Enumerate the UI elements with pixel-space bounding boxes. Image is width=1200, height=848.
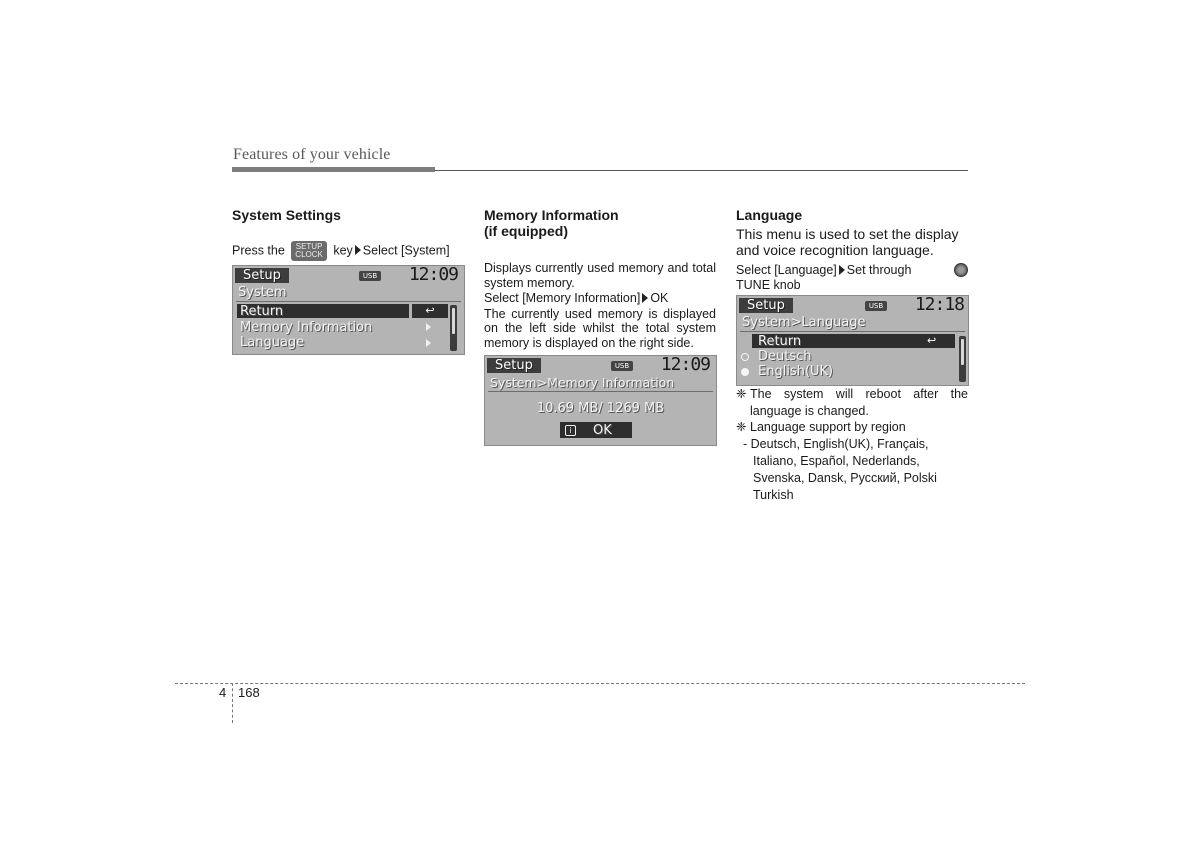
- menu-item-language[interactable]: Language: [240, 335, 305, 350]
- info-icon: i: [565, 425, 576, 436]
- back-icon[interactable]: ↩: [412, 304, 448, 318]
- key-top-label: SETUP: [295, 242, 323, 251]
- language-column: [736, 207, 968, 292]
- region-note: [736, 419, 968, 436]
- screen-separator: [740, 331, 965, 332]
- language-screen: [736, 295, 969, 386]
- press-suffix: key: [333, 243, 353, 258]
- usb-icon: USB: [359, 271, 381, 281]
- usb-icon: USB: [865, 301, 887, 311]
- language-select-prefix: Select [Language]: [736, 263, 837, 277]
- screen-clock: 12:09: [660, 355, 710, 375]
- screen-title: System: [238, 285, 287, 300]
- ok-label[interactable]: OK: [593, 423, 612, 438]
- system-settings-heading: System Settings: [232, 207, 341, 223]
- screen-clock: 12:18: [914, 295, 964, 315]
- key-bottom-label: CLOCK: [295, 250, 323, 259]
- menu-item-return[interactable]: Return: [240, 304, 284, 319]
- memory-information-column: [484, 207, 716, 350]
- press-prefix: Press the: [232, 243, 285, 258]
- arrow-right-icon: [839, 265, 845, 275]
- header-rule-thick: [232, 167, 435, 172]
- menu-item-memory-information[interactable]: Memory Information: [240, 320, 373, 335]
- screen-title: System>Language: [742, 315, 866, 330]
- memory-heading-line1: Memory Information: [484, 207, 619, 223]
- screen-tab: Setup: [739, 298, 793, 313]
- scrollbar[interactable]: [959, 336, 966, 382]
- language-list-line: Italiano, Español, Nederlands,: [753, 453, 920, 468]
- language-heading: Language: [736, 207, 803, 223]
- back-icon[interactable]: ↩: [927, 334, 937, 347]
- memory-select-prefix: Select [Memory Information]: [484, 291, 641, 305]
- system-screen: [232, 265, 465, 355]
- note-mark: ❈: [736, 420, 747, 434]
- scrollbar[interactable]: [450, 305, 457, 351]
- note-mark: ❈: [736, 387, 747, 401]
- language-option-english-uk[interactable]: English(UK): [758, 364, 834, 379]
- chapter-number: 4: [219, 685, 227, 700]
- footer-dashed-rule: [175, 683, 1025, 684]
- chevron-right-icon: [426, 323, 431, 331]
- usb-icon: USB: [611, 361, 633, 371]
- scrollbar-thumb[interactable]: [452, 308, 455, 334]
- reboot-note: [736, 386, 968, 419]
- tune-knob-icon: [954, 263, 968, 277]
- radio-selected-icon[interactable]: [741, 368, 749, 376]
- screen-clock: 12:09: [408, 265, 458, 285]
- language-list-line: - Deutsch, English(UK), Français,: [743, 436, 929, 451]
- memory-select-suffix: OK: [650, 291, 669, 305]
- radio-icon[interactable]: [741, 353, 749, 361]
- scrollbar-thumb[interactable]: [961, 339, 964, 365]
- page-number: 168: [238, 685, 260, 700]
- language-list-line: Svenska, Dansk, Русский, Polski: [753, 470, 937, 485]
- reboot-note-text: The system will reboot after the language is changed.: [750, 387, 968, 418]
- press-select: Select [System]: [362, 243, 450, 258]
- screen-title: System>Memory Information: [490, 375, 675, 390]
- footer-vertical-rule: [232, 683, 233, 723]
- language-option-deutsch[interactable]: Deutsch: [758, 349, 812, 364]
- system-settings-column: [232, 207, 464, 261]
- arrow-right-icon: [642, 293, 648, 303]
- language-select-end: TUNE knob: [736, 277, 801, 292]
- memory-screen: [484, 355, 717, 446]
- memory-detail: The currently used memory is displayed on the left side whilst the total system memory is displayed on the right side.: [484, 306, 716, 350]
- memory-heading-line2: (if equipped): [484, 223, 568, 239]
- header-rule-thin: [435, 170, 968, 171]
- screen-tab: Setup: [487, 358, 541, 373]
- language-lead: This menu is used to set the display and voice recognition language.: [736, 226, 959, 258]
- screen-tab: Setup: [235, 268, 289, 283]
- chevron-right-icon: [426, 339, 431, 347]
- menu-item-return[interactable]: Return: [758, 334, 802, 349]
- language-select-mid: Set through: [846, 263, 912, 277]
- language-notes: [736, 386, 968, 504]
- language-select-instruction: [736, 263, 968, 278]
- arrow-right-icon: [355, 245, 361, 255]
- press-setup-instruction: [232, 241, 464, 261]
- memory-usage: 10.69 MB/ 1269 MB: [536, 401, 665, 416]
- language-select-group: [736, 263, 911, 278]
- language-list-line: Turkish: [753, 487, 794, 502]
- region-note-text: Language support by region: [750, 420, 906, 434]
- memory-select-instruction: [484, 291, 716, 306]
- screen-separator: [236, 301, 461, 302]
- screen-separator: [488, 391, 713, 392]
- memory-description: Displays currently used memory and total system memory.: [484, 261, 716, 290]
- setup-clock-key-icon: [291, 241, 327, 261]
- section-title: Features of your vehicle: [233, 146, 391, 163]
